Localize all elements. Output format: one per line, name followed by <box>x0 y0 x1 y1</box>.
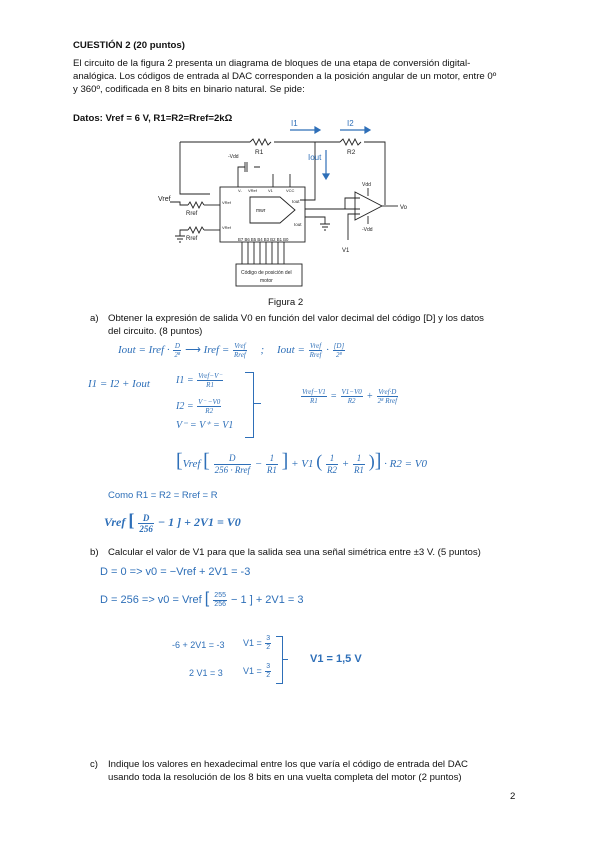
como-line: Como R1 = R2 = Rref = R <box>108 490 218 501</box>
intro-line: analógica. Los códigos de entrada al DAC corresponden a la posición angular de un motor, entre 0º <box>73 71 497 82</box>
datos-line: Datos: Vref = 6 V, R1=R2=Rref=2kΩ <box>73 113 233 124</box>
label-ic-vminus: V- <box>238 188 242 193</box>
part-a-line: Obtener la expresión de salida V0 en función del valor decimal del código [D] y los datos <box>108 313 484 324</box>
eq-d256: D = 256 => v0 = Vref [ $\frac{255}{256}$ − 1 ] + 2V1 = 3 <box>100 590 304 608</box>
label-neg-vdd: -Vdd <box>362 227 373 233</box>
label-r1: R1 <box>255 149 264 156</box>
label-iout: Iout <box>308 153 322 162</box>
eq-d0: D = 0 => v0 = −Vref + 2V1 = -3 <box>100 566 251 578</box>
part-c-line: Indique los valores en hexadecimal entre los que varía el código de entrada del DAC <box>108 759 468 770</box>
result-brace-tick <box>282 659 288 660</box>
label-vr-pin: VRef <box>222 200 231 205</box>
part-b-letter: b) <box>90 547 99 558</box>
label-ic-vref-pin: VRef <box>248 188 257 193</box>
label-iout-bar: Iout <box>294 222 302 227</box>
part-c-line: usando toda la resolución de los 8 bits en una vuelta completa del motor (2 puntos) <box>108 772 462 783</box>
intro-paragraph <box>73 57 523 96</box>
part-b-text: Calcular el valor de V1 para que la salida sea una señal simétrica entre ±3 V. (5 puntos) <box>108 547 481 558</box>
label-rref-top: Rref <box>186 211 198 217</box>
intro-line: El circuito de la figura 2 presenta un diagrama de bloques de una etapa de conversión digital- <box>73 58 471 69</box>
label-vo: Vo <box>400 205 408 211</box>
eq-node-result: $\frac{\text{Vref−V1}}{R1}$ = $\frac{V1-V0}{R2}$ + $\frac{\text{Vref·D}}{\text{2⁸ Rref}}$ <box>302 388 398 405</box>
label-vref: Vref <box>158 196 171 203</box>
label-vr-pin-2: VRef <box>222 225 231 230</box>
question-heading: CUESTIÓN 2 (20 puntos) <box>73 40 185 51</box>
part-a-line: del circuito. (8 puntos) <box>108 326 203 337</box>
eq-v1-frac-a: V1 = $\frac{3}{2}$ <box>243 635 271 651</box>
system-brace <box>245 372 254 438</box>
label-rref-bot: Rref <box>186 236 198 242</box>
label-i1: I1 <box>291 119 298 128</box>
result-v1: V1 = 1,5 V <box>310 653 362 665</box>
eq-i1: I1 = $\frac{\text{Vref−V⁻}}{R1}$ <box>176 372 223 389</box>
eq-kcl: I1 = I2 + Iout <box>88 378 150 390</box>
part-a-text <box>108 312 528 338</box>
label-vcc: VCC <box>286 188 295 193</box>
label-vdd-neg: -Vdd <box>228 154 239 160</box>
eq-sys1: -6 + 2V1 = -3 <box>172 640 225 650</box>
intro-line: y 360º, codificada en 8 bits en binario natural. Se pide: <box>73 84 305 95</box>
eq-vminus: V⁻ = V⁺ = V1 <box>176 420 234 431</box>
result-brace <box>276 636 283 684</box>
part-a-letter: a) <box>90 313 99 324</box>
label-box-line1: Código de posición del <box>241 270 292 276</box>
circuit-diagram <box>150 112 420 292</box>
label-vdd: Vdd <box>362 182 371 188</box>
eq-v1-frac-b: V1 = $\frac{3}{2}$ <box>243 663 271 679</box>
eq-iout-definition: Iout = Iref · $\frac{D}{\text{2⁸}}$ ⟶ Iref = $\frac{\text{Vref}}{\text{Rref}}$ ; Iout = $\frac{\text{Vref}}{\text{Rref}}$ · $\frac{[D]}{\text{2⁸}}$ <box>118 342 345 359</box>
part-c-text <box>108 758 528 784</box>
label-i2: I2 <box>347 119 354 128</box>
label-mwr: mwr <box>256 208 266 214</box>
eq-sys2: 2 V1 = 3 <box>189 668 223 678</box>
eq-i2: I2 = $\frac{V^- -V0}{R2}$ <box>176 398 221 415</box>
part-c-letter: c) <box>90 759 98 770</box>
eq-simplified: Vref [ $\frac{D}{256}$ − 1 ] + 2V1 = V0 <box>104 510 241 534</box>
label-box-line2: motor <box>260 278 273 284</box>
brace-tick <box>253 403 261 404</box>
page-number: 2 <box>510 791 516 802</box>
eq-vo-general: [Vref [ $\frac{D}{\text{256 · Rref}}$ − $\frac{1}{R1}$ ] + V1 ( $\frac{1}{R2}$ + $\frac{1}{R1}$ )] · R2 = V0 <box>176 450 427 475</box>
label-r2: R2 <box>347 149 356 156</box>
label-ic-v1: V1 <box>268 188 273 193</box>
figure-caption: Figura 2 <box>268 297 304 308</box>
label-v1: V1 <box>342 248 350 254</box>
label-iout-pin: Iout <box>292 199 300 204</box>
label-bits: B7 B6 B5 B4 B3 B2 B1 B0 <box>238 237 289 242</box>
